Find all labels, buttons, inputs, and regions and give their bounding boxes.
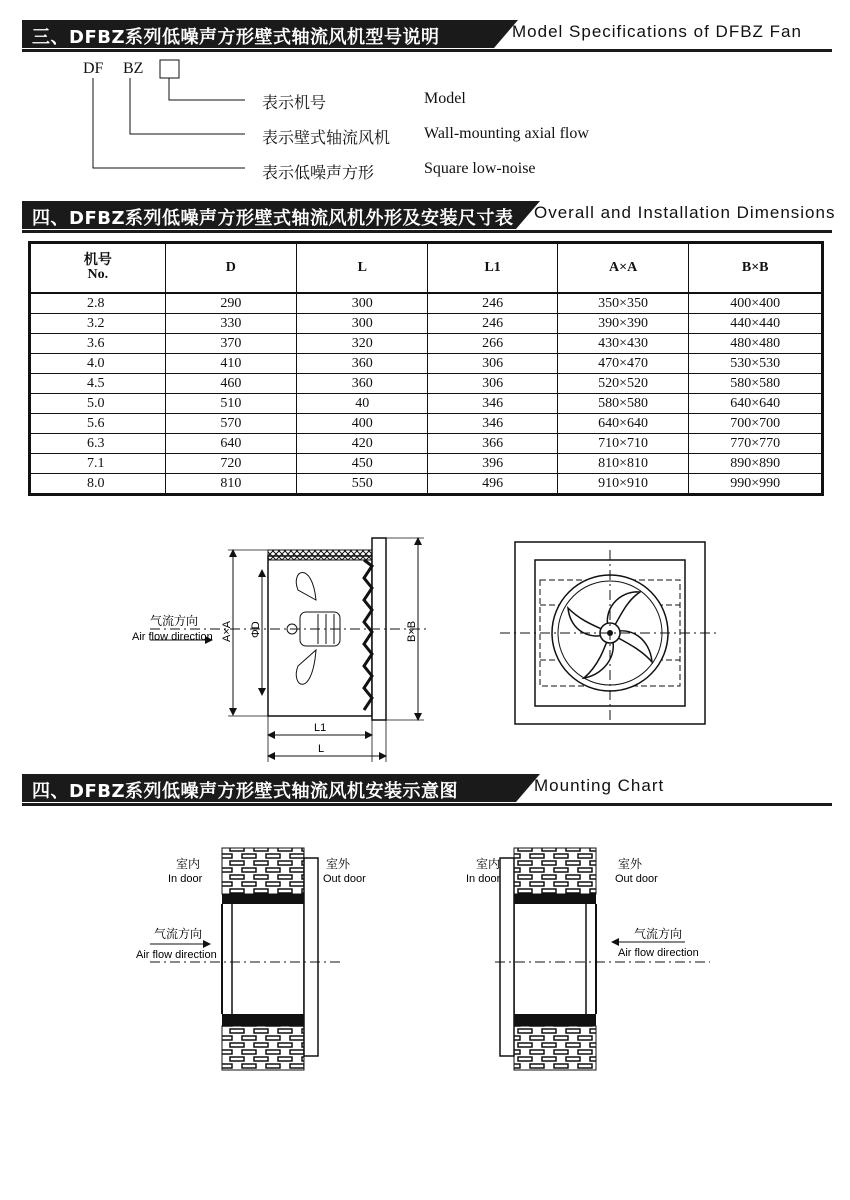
- header-line1: L: [357, 260, 367, 275]
- diagram-label-l1: L1: [314, 722, 327, 734]
- table-cell: 7.1: [30, 454, 166, 474]
- legend-wall-cn: 表示壁式轴流风机: [262, 130, 391, 147]
- mount-right-outdoor-en: Out door: [615, 873, 658, 885]
- code-bz: BZ: [123, 60, 144, 77]
- table-cell: 550: [297, 474, 428, 495]
- table-cell: 810: [165, 474, 296, 495]
- table-cell: 3.6: [30, 334, 166, 354]
- mounting-outdoor-drawing: [495, 848, 710, 1070]
- table-cell: 390×390: [557, 314, 689, 334]
- mount-right-indoor-en: In door: [466, 873, 501, 885]
- diagram-label-axa: A×A: [221, 620, 233, 642]
- table-header-row: [30, 243, 823, 294]
- table-cell: 580×580: [689, 374, 823, 394]
- table-cell: 990×990: [689, 474, 823, 495]
- table-cell: 3.2: [30, 314, 166, 334]
- table-cell: 400×400: [689, 293, 823, 314]
- table-cell: 770×770: [689, 434, 823, 454]
- section-header-mounting: [22, 770, 832, 806]
- table-cell: 700×700: [689, 414, 823, 434]
- table-cell: 300: [297, 293, 428, 314]
- table-row: [30, 314, 823, 334]
- header-line1: A×A: [609, 260, 638, 275]
- table-row: [30, 414, 823, 434]
- table-cell: 910×910: [557, 474, 689, 495]
- table-cell: 246: [428, 314, 557, 334]
- header-line1: 机号: [83, 253, 112, 268]
- table-cell: 2.8: [30, 293, 166, 314]
- section-header-dimensions: [22, 197, 836, 233]
- diagram-airflow-en: Air flow direction: [132, 631, 213, 643]
- table-cell: 640: [165, 434, 296, 454]
- section-title-cn: 三、DFBZ系列低噪声方形壁式轴流风机型号说明: [32, 27, 440, 48]
- table-cell: 246: [428, 293, 557, 314]
- table-header-cell: [165, 243, 296, 294]
- table-cell: 450: [297, 454, 428, 474]
- table-cell: 720: [165, 454, 296, 474]
- table-cell: 6.3: [30, 434, 166, 454]
- table-cell: 346: [428, 394, 557, 414]
- table-cell: 300: [297, 314, 428, 334]
- section-title-en: Overall and Installation Dimensions: [534, 203, 836, 222]
- table-cell: 480×480: [689, 334, 823, 354]
- table-cell: 360: [297, 354, 428, 374]
- table-row: [30, 454, 823, 474]
- mount-left-indoor-en: In door: [168, 873, 203, 885]
- table-cell: 350×350: [557, 293, 689, 314]
- table-row: [30, 374, 823, 394]
- legend-square-en: Square low-noise: [424, 160, 536, 177]
- table-cell: 8.0: [30, 474, 166, 495]
- diagram-label-l: L: [318, 743, 325, 755]
- table-cell: 320: [297, 334, 428, 354]
- table-cell: 530×530: [689, 354, 823, 374]
- section-title-en: Mounting Chart: [534, 776, 665, 795]
- mount-left-indoor-cn: 室内: [176, 857, 201, 871]
- side-view-drawing: [150, 538, 430, 762]
- section-title-cn: 四、DFBZ系列低噪声方形壁式轴流风机安装示意图: [32, 781, 459, 802]
- section-title-cn: 四、DFBZ系列低噪声方形壁式轴流风机外形及安装尺寸表: [32, 208, 514, 229]
- table-header-cell: [428, 243, 557, 294]
- table-cell: 570: [165, 414, 296, 434]
- table-cell: 4.0: [30, 354, 166, 374]
- dimensions-table-wrap: [28, 241, 824, 496]
- mount-right-outdoor-cn: 室外: [618, 857, 643, 871]
- legend-square-cn: 表示低噪声方形: [262, 165, 375, 182]
- table-cell: 420: [297, 434, 428, 454]
- legend-wall-en: Wall-mounting axial flow: [424, 125, 589, 142]
- table-cell: 810×810: [557, 454, 689, 474]
- mount-right-airflow-en: Air flow direction: [618, 947, 699, 959]
- legend-model-cn: 表示机号: [262, 95, 327, 112]
- table-cell: 370: [165, 334, 296, 354]
- table-header-cell: [689, 243, 823, 294]
- table-cell: 360: [297, 374, 428, 394]
- table-cell: 640×640: [689, 394, 823, 414]
- table-cell: 306: [428, 374, 557, 394]
- table-cell: 346: [428, 414, 557, 434]
- mount-left-outdoor-cn: 室外: [326, 857, 351, 871]
- table-cell: 496: [428, 474, 557, 495]
- dimension-diagrams: [0, 530, 850, 770]
- table-cell: 640×640: [557, 414, 689, 434]
- table-cell: 430×430: [557, 334, 689, 354]
- table-cell: 366: [428, 434, 557, 454]
- code-df: DF: [83, 60, 104, 77]
- diagram-label-phid: ΦD: [250, 621, 262, 638]
- table-cell: 5.6: [30, 414, 166, 434]
- mount-right-indoor-cn: 室内: [476, 857, 501, 871]
- table-cell: 580×580: [557, 394, 689, 414]
- table-cell: 890×890: [689, 454, 823, 474]
- table-header-cell: [297, 243, 428, 294]
- table-row: [30, 354, 823, 374]
- header-line1: D: [225, 260, 236, 275]
- table-cell: 400: [297, 414, 428, 434]
- table-cell: 410: [165, 354, 296, 374]
- table-cell: 306: [428, 354, 557, 374]
- table-cell: 396: [428, 454, 557, 474]
- header-line1: B×B: [741, 260, 769, 275]
- table-header-cell: [557, 243, 689, 294]
- table-row: [30, 334, 823, 354]
- mounting-diagrams: [0, 838, 850, 1098]
- table-row: [30, 434, 823, 454]
- table-row: [30, 474, 823, 495]
- table-body: [30, 293, 823, 495]
- diagram-airflow-cn: 气流方向: [150, 614, 199, 628]
- diagram-label-bxb: B×B: [406, 620, 418, 642]
- section-title-en: Model Specifications of DFBZ Fan: [512, 22, 802, 41]
- table-cell: 460: [165, 374, 296, 394]
- legend-model-en: Model: [424, 90, 466, 107]
- table-cell: 266: [428, 334, 557, 354]
- table-cell: 5.0: [30, 394, 166, 414]
- header-line1: L1: [484, 260, 501, 275]
- table-cell: 290: [165, 293, 296, 314]
- header-line2: No.: [87, 267, 109, 282]
- mount-left-airflow-en: Air flow direction: [136, 949, 217, 961]
- dimensions-table: [28, 241, 824, 496]
- front-view-drawing: [500, 542, 720, 724]
- table-row: [30, 293, 823, 314]
- table-cell: 520×520: [557, 374, 689, 394]
- table-cell: 510: [165, 394, 296, 414]
- mount-right-airflow-cn: 气流方向: [634, 927, 683, 941]
- table-cell: 440×440: [689, 314, 823, 334]
- table-cell: 40: [297, 394, 428, 414]
- table-cell: 4.5: [30, 374, 166, 394]
- mount-left-airflow-cn: 气流方向: [154, 927, 203, 941]
- table-cell: 330: [165, 314, 296, 334]
- table-header-cell: [30, 243, 166, 294]
- table-cell: 710×710: [557, 434, 689, 454]
- mount-left-outdoor-en: Out door: [323, 873, 366, 885]
- table-row: [30, 394, 823, 414]
- table-cell: 470×470: [557, 354, 689, 374]
